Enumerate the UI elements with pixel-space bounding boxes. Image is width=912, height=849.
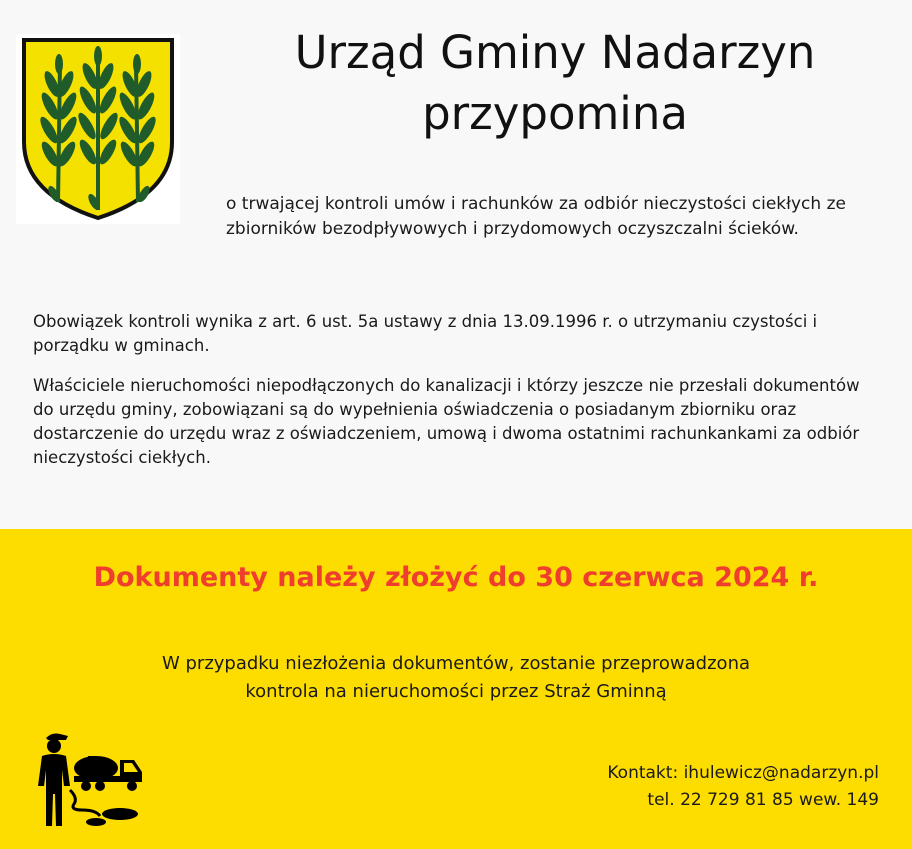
sewage-worker-truck-icon (26, 730, 150, 830)
intro-text: o trwającej kontroli umów i rachunków za odbiór nieczystości ciekłych ze zbiorników bezodpływowych i przydomowych oczyszczalni ścieków. (226, 194, 846, 239)
contact-info (459, 760, 879, 814)
owners-obligation-paragraph: Właściciele nieruchomości niepodłączonych do kanalizacji i którzy jeszcze nie przesłali dokumentów do urzędu gminy, zobowiązani są do wypełnienia oświadczenia o posiadanym zbiorniku oraz dostarczenie do urzędu wraz z oświadczeniem, umową i dwoma ostatnimi rachunkankami za odbiór nieczystości ciekłych. (33, 376, 860, 467)
page-title (215, 22, 895, 144)
title-line-2: przypomina (422, 87, 688, 140)
notice-line-1: W przypadku niezłożenia dokumentów, zostanie przeprowadzona (161, 653, 751, 674)
contact-phone: tel. 22 729 81 85 wew. 149 (647, 790, 879, 810)
inspection-notice (56, 650, 856, 706)
legal-basis-paragraph: Obowiązek kontroli wynika z art. 6 ust. 5a ustawy z dnia 13.09.1996 r. o utrzymaniu czystości i porządku w gminach. (33, 312, 818, 355)
notice-line-2: kontrola na nieruchomości przez Straż Gminną (245, 681, 667, 702)
deadline-heading: Dokumenty należy złożyć do 30 czerwca 2024 r. (93, 562, 819, 593)
title-line-1: Urząd Gminy Nadarzyn (294, 26, 816, 79)
contact-email: Kontakt: ihulewicz@nadarzyn.pl (607, 763, 879, 783)
coat-of-arms-icon (16, 34, 180, 224)
